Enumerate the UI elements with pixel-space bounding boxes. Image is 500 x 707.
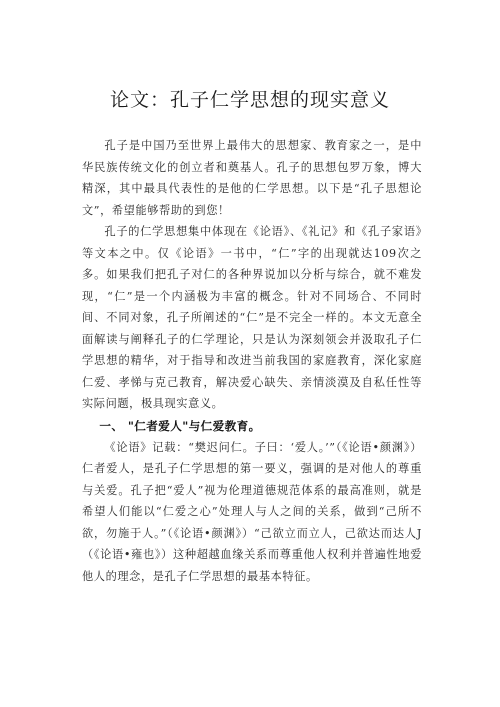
- overview-paragraph: 孔子的仁学思想集中体现在《论语》、《礼记》和《孔子家语》等文本之中。仅《论语》一书中，“仁”字的出现就达109次之多。如果我们把孔子对仁的各种界说加以分析与综合，就不难发现，“仁”是一个内涵极为丰富的概念。针对不同场合、不同时间、不同对象，孔子所阐述的“仁”是不完全一样的。本文无意全面解读与阐释孔子的仁学理论，只是认为深刻领会并汲取孔子仁学思想的精华，对于指导和改进当前我国的家庭教育，深化家庭仁爱、孝悌与克己教育，解决爱心缺失、亲情淡漠及自私任性等实际问题，极具现实意义。: [82, 225, 422, 410]
- document-title: 论文：孔子仁学思想的现实意义: [109, 89, 390, 111]
- section-paragraph: 《论语》记载：“樊迟问仁。子曰：‘爱人。’”（《论语•颜渊》）仁者爱人，是孔子仁学思想的第一要义，强调的是对他人的尊重与关爱。孔子把“爱人”视为伦理道德规范体系的最高准则，就是希望人们能以“仁爱之心”处理人与人之间的关系，做到“己所不欲，勿施于人。”（《论语•颜渊》）“己欲立而立人，己欲达而达人J（《论语•雍也》）这种超越血缘关系而尊重他人权利并普遍性地爱他人的理念，是孔子仁学思想的最基本特征。: [82, 440, 422, 583]
- document-body: [82, 135, 422, 587]
- intro-paragraph: 孔子是中国乃至世界上最伟大的思想家、教育家之一，是中华民族传统文化的创立者和奠基人。孔子的思想包罗万象，博大精深，其中最具代表性的是他的仁学思想。以下是“孔子思想论文”，希望能够帮助的到您！: [82, 139, 422, 217]
- section-heading: 一、 "仁者爱人"与仁爱教育。: [99, 418, 261, 433]
